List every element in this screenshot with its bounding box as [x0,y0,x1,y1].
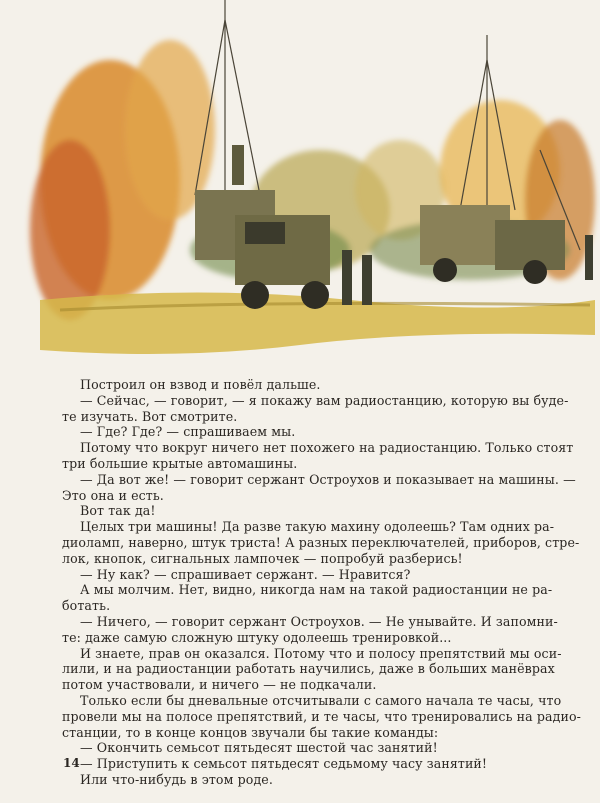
text-line: лок, кнопок, сигнальных лампочек — попробуй разберись! [62,550,463,566]
text-line: Вот так да! [80,503,156,519]
text-line: Целых три машины! Да разве такую махину одолеешь? Там одних ра- [80,519,555,535]
text-line: провели мы на полосе препятствий, и те часы, что тренировались на радио- [62,708,581,724]
text-line: — Да вот же! — говорит сержант Остроухов и показывает на машины. — [80,471,576,487]
text-line: Построил он взвод и повёл дальше. [80,377,321,392]
text-line: Потому что вокруг ничего нет похожего на радиостанцию. Только стоят [80,440,574,456]
text-line: те изучать. Вот смотрите. [62,408,238,424]
text-line: — Сейчас, — говорит, — я покажу вам радиостанцию, которую вы буде- [80,392,569,408]
text-line: — Ну как? — спрашивает сержант. — Нравится? [80,566,411,582]
illustration-radio-trucks [0,0,600,360]
text-line: — Окончить семьсот пятьдесят шестой час занятий! [80,740,438,756]
text-line: А мы молчим. Нет, видно, никогда нам на такой радиостанции не ра- [80,582,553,598]
text-line: — Ничего, — говорит сержант Остроухов. — Не унывайте. И запомни- [80,613,558,629]
text-line: три большие крытые автомашины. [62,455,298,471]
page-number: 14 [63,756,80,770]
body-text [62,377,581,788]
text-line: — Где? Где? — спрашиваем мы. [80,424,296,440]
text-line: — Приступить к семьсот пятьдесят седьмому часу занятий! [80,756,488,772]
text-line: Или что-нибудь в этом роде. [80,771,273,787]
text-line: лили, и на радиостанции работать научились, даже в больших манёврах [62,661,555,677]
text-line: Только если бы дневальные отсчитывали с самого начала те часы, что [80,692,562,708]
text-line: те: даже самую сложную штуку одолеешь тренировкой... [62,629,452,645]
text-line: диоламп, наверно, штук триста! А разных переключателей, приборов, стре- [62,534,580,550]
text-line: станции, то в конце концов звучали бы такие команды: [62,724,439,740]
text-line: Это она и есть. [62,487,164,503]
text-line: И знаете, прав он оказался. Потому что и полосу препятствий мы оси- [80,645,562,661]
text-line: ботать. [62,598,111,614]
text-line: потом участвовали, и ничего — не подкачали. [62,677,377,693]
